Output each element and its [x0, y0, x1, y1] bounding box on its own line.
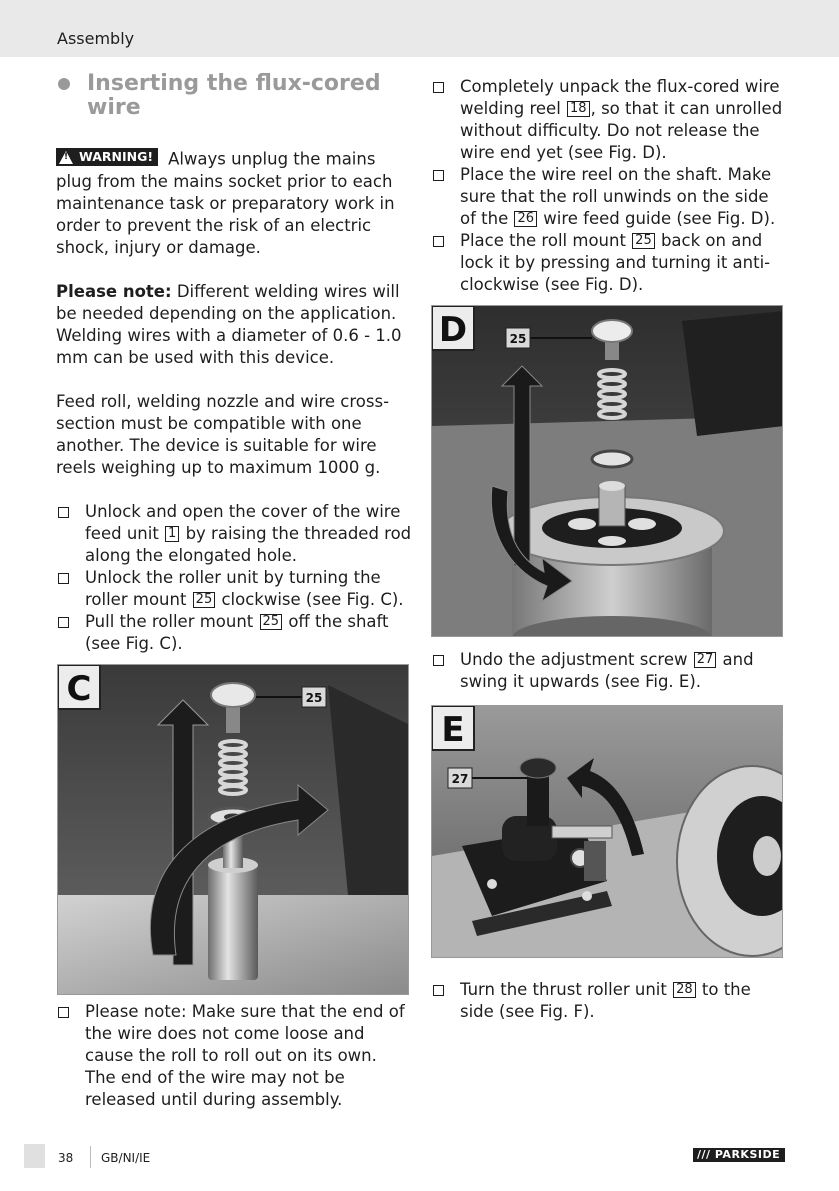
list-item: Turn the thrust roller unit 28 to the side (see Fig. F). [431, 979, 787, 1023]
left-column [56, 72, 412, 655]
callout-label: 25 [305, 691, 323, 705]
warning-text: Always unplug the mains plug from the mains socket prior to each maintenance task or preparatory work in order to prevent the risk of an electric shock, injury or damage. [56, 149, 395, 257]
ref-number: 28 [673, 982, 696, 998]
ref-number: 25 [632, 233, 655, 249]
ref-number: 27 [694, 652, 717, 668]
bullet-icon [58, 78, 70, 90]
list-item: Unlock and open the cover of the wire feed unit 1 by raising the threaded rod along the elongated hole. [56, 501, 412, 567]
list-item: Undo the adjustment screw 27 and swing it upwards (see Fig. E). [431, 649, 787, 693]
section-heading [56, 72, 412, 120]
note-text: Different welding wires will be needed depending on the application. Welding wires with a diameter of 0.6 - 1.0 mm can be used with this device. [56, 281, 402, 367]
note-paragraph [56, 281, 412, 369]
list-item: Pull the roller mount 25 off the shaft (see Fig. C). [56, 611, 412, 655]
page-number: 38 [58, 1151, 74, 1165]
right-mid-list [431, 649, 787, 693]
note-label: Please note: [56, 281, 172, 301]
warning-paragraph [56, 148, 412, 259]
ref-number: 25 [193, 592, 216, 608]
list-item: Completely unpack the flux-cored wire welding reel 18 , so that it can unrolled without difficulty. Do not release the wire end yet (see Fig. D). [431, 76, 787, 164]
callout-label: 27 [451, 772, 469, 786]
list-item: Please note: Make sure that the end of the wire does not come loose and cause the roll to roll out on its own. The end of the wire may not be released until during assembly. [56, 1001, 412, 1111]
header-title: Assembly [57, 29, 135, 48]
language-code: GB/NI/IE [101, 1151, 151, 1165]
feed-paragraph: Feed roll, welding nozzle and wire cross-section must be compatible with one another. The device is suitable for wire reels weighing up to maximum 1000 g. [56, 391, 390, 477]
footer-tab [24, 1144, 45, 1168]
footer-divider [90, 1146, 91, 1168]
ref-number: 1 [165, 526, 179, 542]
left-note-list [56, 1001, 412, 1111]
figure-letter: C [66, 669, 92, 709]
figure-letter: E [441, 710, 465, 750]
list-item: Place the wire reel on the shaft. Make sure that the roll unwinds on the side of the 26 wire feed guide (see Fig. D). [431, 164, 787, 230]
list-item: Unlock the roller unit by turning the roller mount 25 clockwise (see Fig. C). [56, 567, 412, 611]
brand-logo: /// PARKSIDE [693, 1148, 785, 1162]
ref-number: 26 [514, 211, 537, 227]
callout-label: 25 [509, 332, 527, 346]
list-item: Place the roll mount 25 back on and lock it by pressing and turning it anti-clockwise (see Fig. D). [431, 230, 787, 296]
ref-number: 18 [567, 101, 590, 117]
figure-e [431, 705, 783, 958]
warning-triangle-icon [59, 151, 73, 164]
right-step-list [431, 76, 787, 296]
figure-letter: D [438, 310, 468, 350]
figure-c [57, 664, 409, 995]
warning-badge: ! WARNING! [56, 148, 158, 166]
section-title: Inserting the flux-cored wire [87, 71, 381, 120]
right-bottom-list [431, 979, 787, 1023]
left-step-list [56, 501, 412, 655]
ref-number: 25 [260, 614, 283, 630]
figure-d [431, 305, 783, 637]
